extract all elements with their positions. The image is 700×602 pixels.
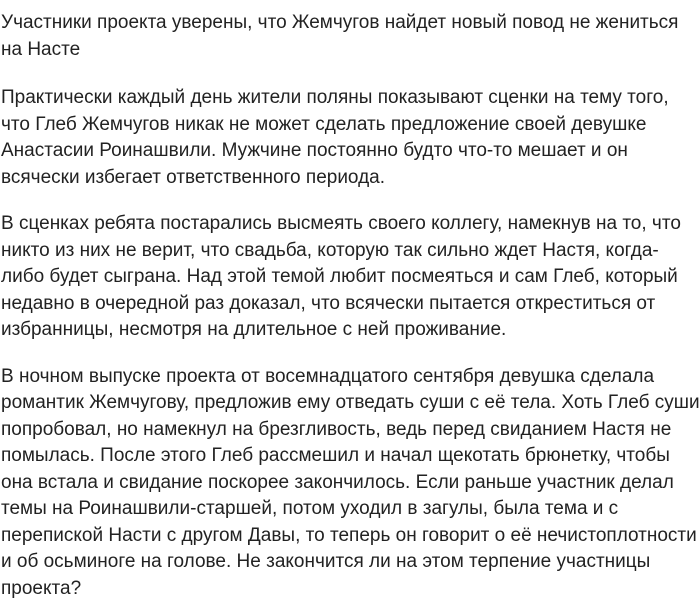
article-lead: Участники проекта уверены, что Жемчугов найдет новый повод не жениться на Насте [1, 10, 700, 63]
article-paragraph: Практически каждый день жители поляны показывают сценки на тему того, что Глеб Жемчугов никак не может сделать предложение своей девушке Анастасии Роинашвили. Мужчине постоянно будто что-то мешает и он всячески избегает ответственного периода. [1, 85, 700, 191]
article-paragraph: В сценках ребята постарались высмеять своего коллегу, намекнув на то, что никто из них не верит, что свадьба, которую так сильно ждет Настя, когда-либо будет сыграна. Над этой темой любит посмеяться и сам Глеб, который недавно в очередной раз доказал, что всячески пытается откреститься от избранницы, несмотря на длительное с ней проживание. [1, 211, 700, 344]
article-paragraph: В ночном выпуске проекта от восемнадцатого сентября девушка сделала романтик Жемчугову, предложив ему отведать суши с её тела. Хоть Глеб суши попробовал, но намекнул на брезгливость, ведь перед свиданием Настя не помылась. После этого Глеб рассмешил и начал щекотать брюнетку, чтобы она встала и свидание поскорее закончилось. Если раньше участник делал темы на Роинашвили-старшей, потом уходил в загулы, была тема и с перепиской Насти с другом Давы, то теперь он говорит о её нечистоплотности и об осьминоге на голове. Не закончится ли на этом терпение участницы проекта? [1, 364, 700, 602]
